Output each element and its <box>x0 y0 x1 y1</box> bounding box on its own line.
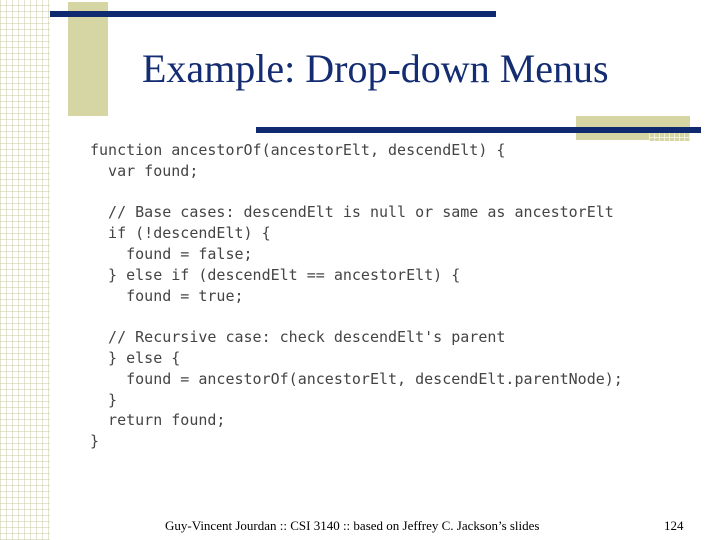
slide-title: Example: Drop-down Menus <box>142 46 609 91</box>
code-line: found = ancestorOf(ancestorElt, descendElt.parentNode); <box>90 369 623 388</box>
code-line: } <box>90 432 100 451</box>
code-line: // Recursive case: check descendElt's parent <box>90 328 506 347</box>
code-line: found = true; <box>90 286 244 305</box>
top-navy-bar <box>50 11 496 17</box>
middle-navy-bar <box>256 127 701 133</box>
code-line: } else if (descendElt == ancestorElt) { <box>90 265 461 284</box>
slide-footer: Guy-Vincent Jourdan :: CSI 3140 :: based on Jeffrey C. Jackson’s slides <box>165 518 540 533</box>
code-line: function ancestorOf(ancestorElt, descendElt) { <box>90 141 506 159</box>
grid-pattern-strip <box>0 0 50 540</box>
code-line: } else { <box>90 348 181 367</box>
code-line <box>90 182 623 203</box>
code-line: if (!descendElt) { <box>90 224 271 243</box>
code-line: var found; <box>90 161 199 180</box>
code-line: return found; <box>90 411 226 430</box>
code-line <box>90 306 623 327</box>
code-line: } <box>90 390 118 409</box>
code-line: found = false; <box>90 244 253 263</box>
code-block <box>90 140 623 452</box>
olive-accent-block <box>68 2 108 116</box>
page-number: 124 <box>664 518 684 533</box>
code-line: // Base cases: descendElt is null or same as ancestorElt <box>90 203 614 222</box>
